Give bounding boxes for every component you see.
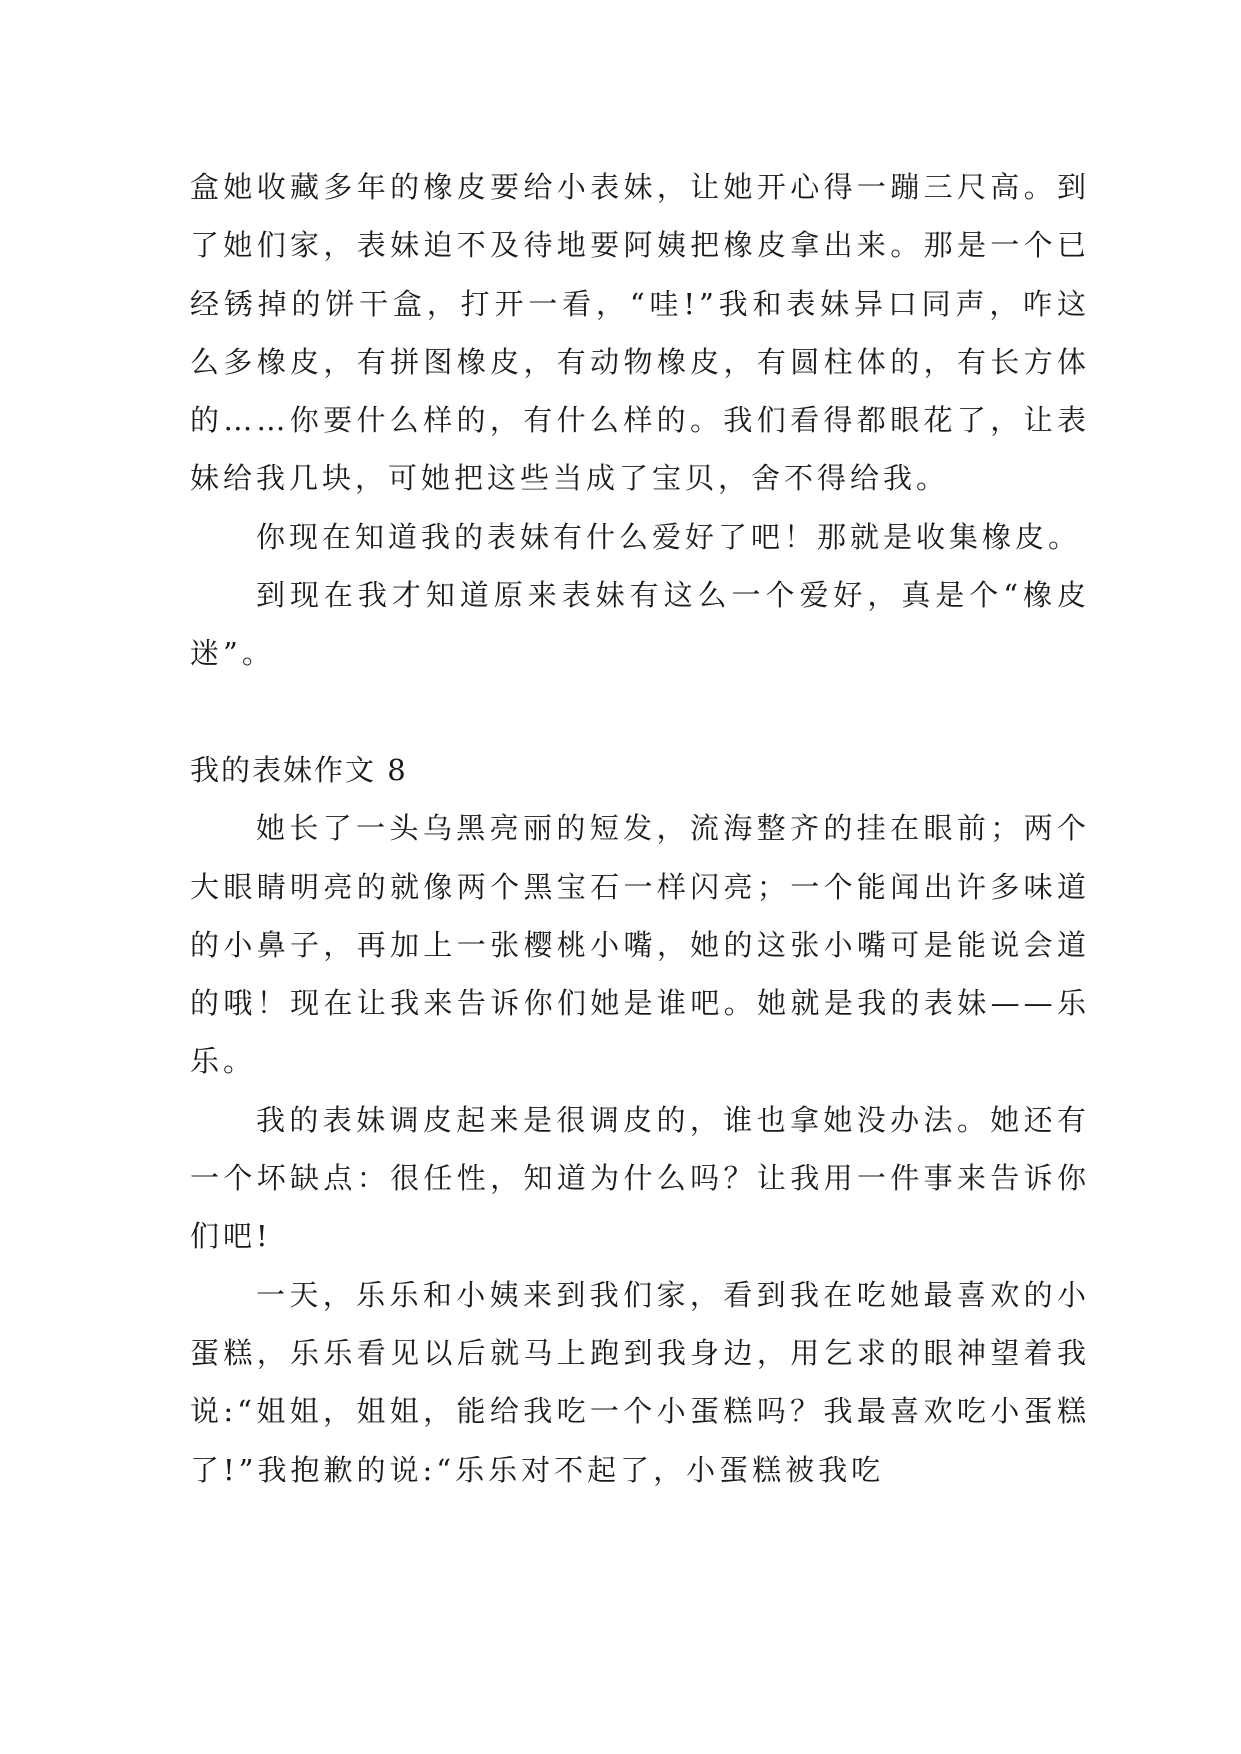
paragraph: 你现在知道我的表妹有什么爱好了吧！那就是收集橡皮。 [256,519,1082,554]
paragraph: 我的表妹调皮起来是很调皮的，谁也拿她没办法。她还有一个坏缺点：很任性，知道为什么吗？让我用一件事来告诉你们吧! [190,1102,1090,1254]
paragraph: 她长了一头乌黑亮丽的短发，流海整齐的挂在眼前；两个大眼睛明亮的就像两个黑宝石一样闪亮；一个能闻出许多味道的小鼻子，再加上一张樱桃小嘴，她的这张小嘴可是能说会道的哦！现在让我来告诉你们她是谁吧。她就是我的表妹——乐乐。 [190,811,1090,1079]
section-spacer [190,683,1090,741]
paragraph: 到现在我才知道原来表妹有这么一个爱好，真是个“橡皮迷”。 [190,578,1090,671]
section-title: 我的表妹作文 8 [190,752,408,787]
paragraph: 盒她收藏多年的橡皮要给小表妹，让她开心得一蹦三尺高。到了她们家，表妹迫不及待地要阿姨把橡皮拿出来。那是一个已经锈掉的饼干盒，打开一看，“哇!”我和表妹异口同声，咋这么多橡皮，有拼图橡皮，有动物橡皮，有圆柱体的，有长方体的……你要什么样的，有什么样的。我们看得都眼花了，让表妹给我几块，可她把这些当成了宝贝，舍不得给我。 [190,170,1090,496]
document-page [190,158,1090,1499]
paragraph: 一天，乐乐和小姨来到我们家，看到我在吃她最喜欢的小蛋糕，乐乐看见以后就马上跑到我身边，用乞求的眼神望着我说:“姐姐，姐姐，能给我吃一个小蛋糕吗？我最喜欢吃小蛋糕了!”我抱歉的说:“乐乐对不起了，小蛋糕被我吃 [190,1277,1090,1487]
